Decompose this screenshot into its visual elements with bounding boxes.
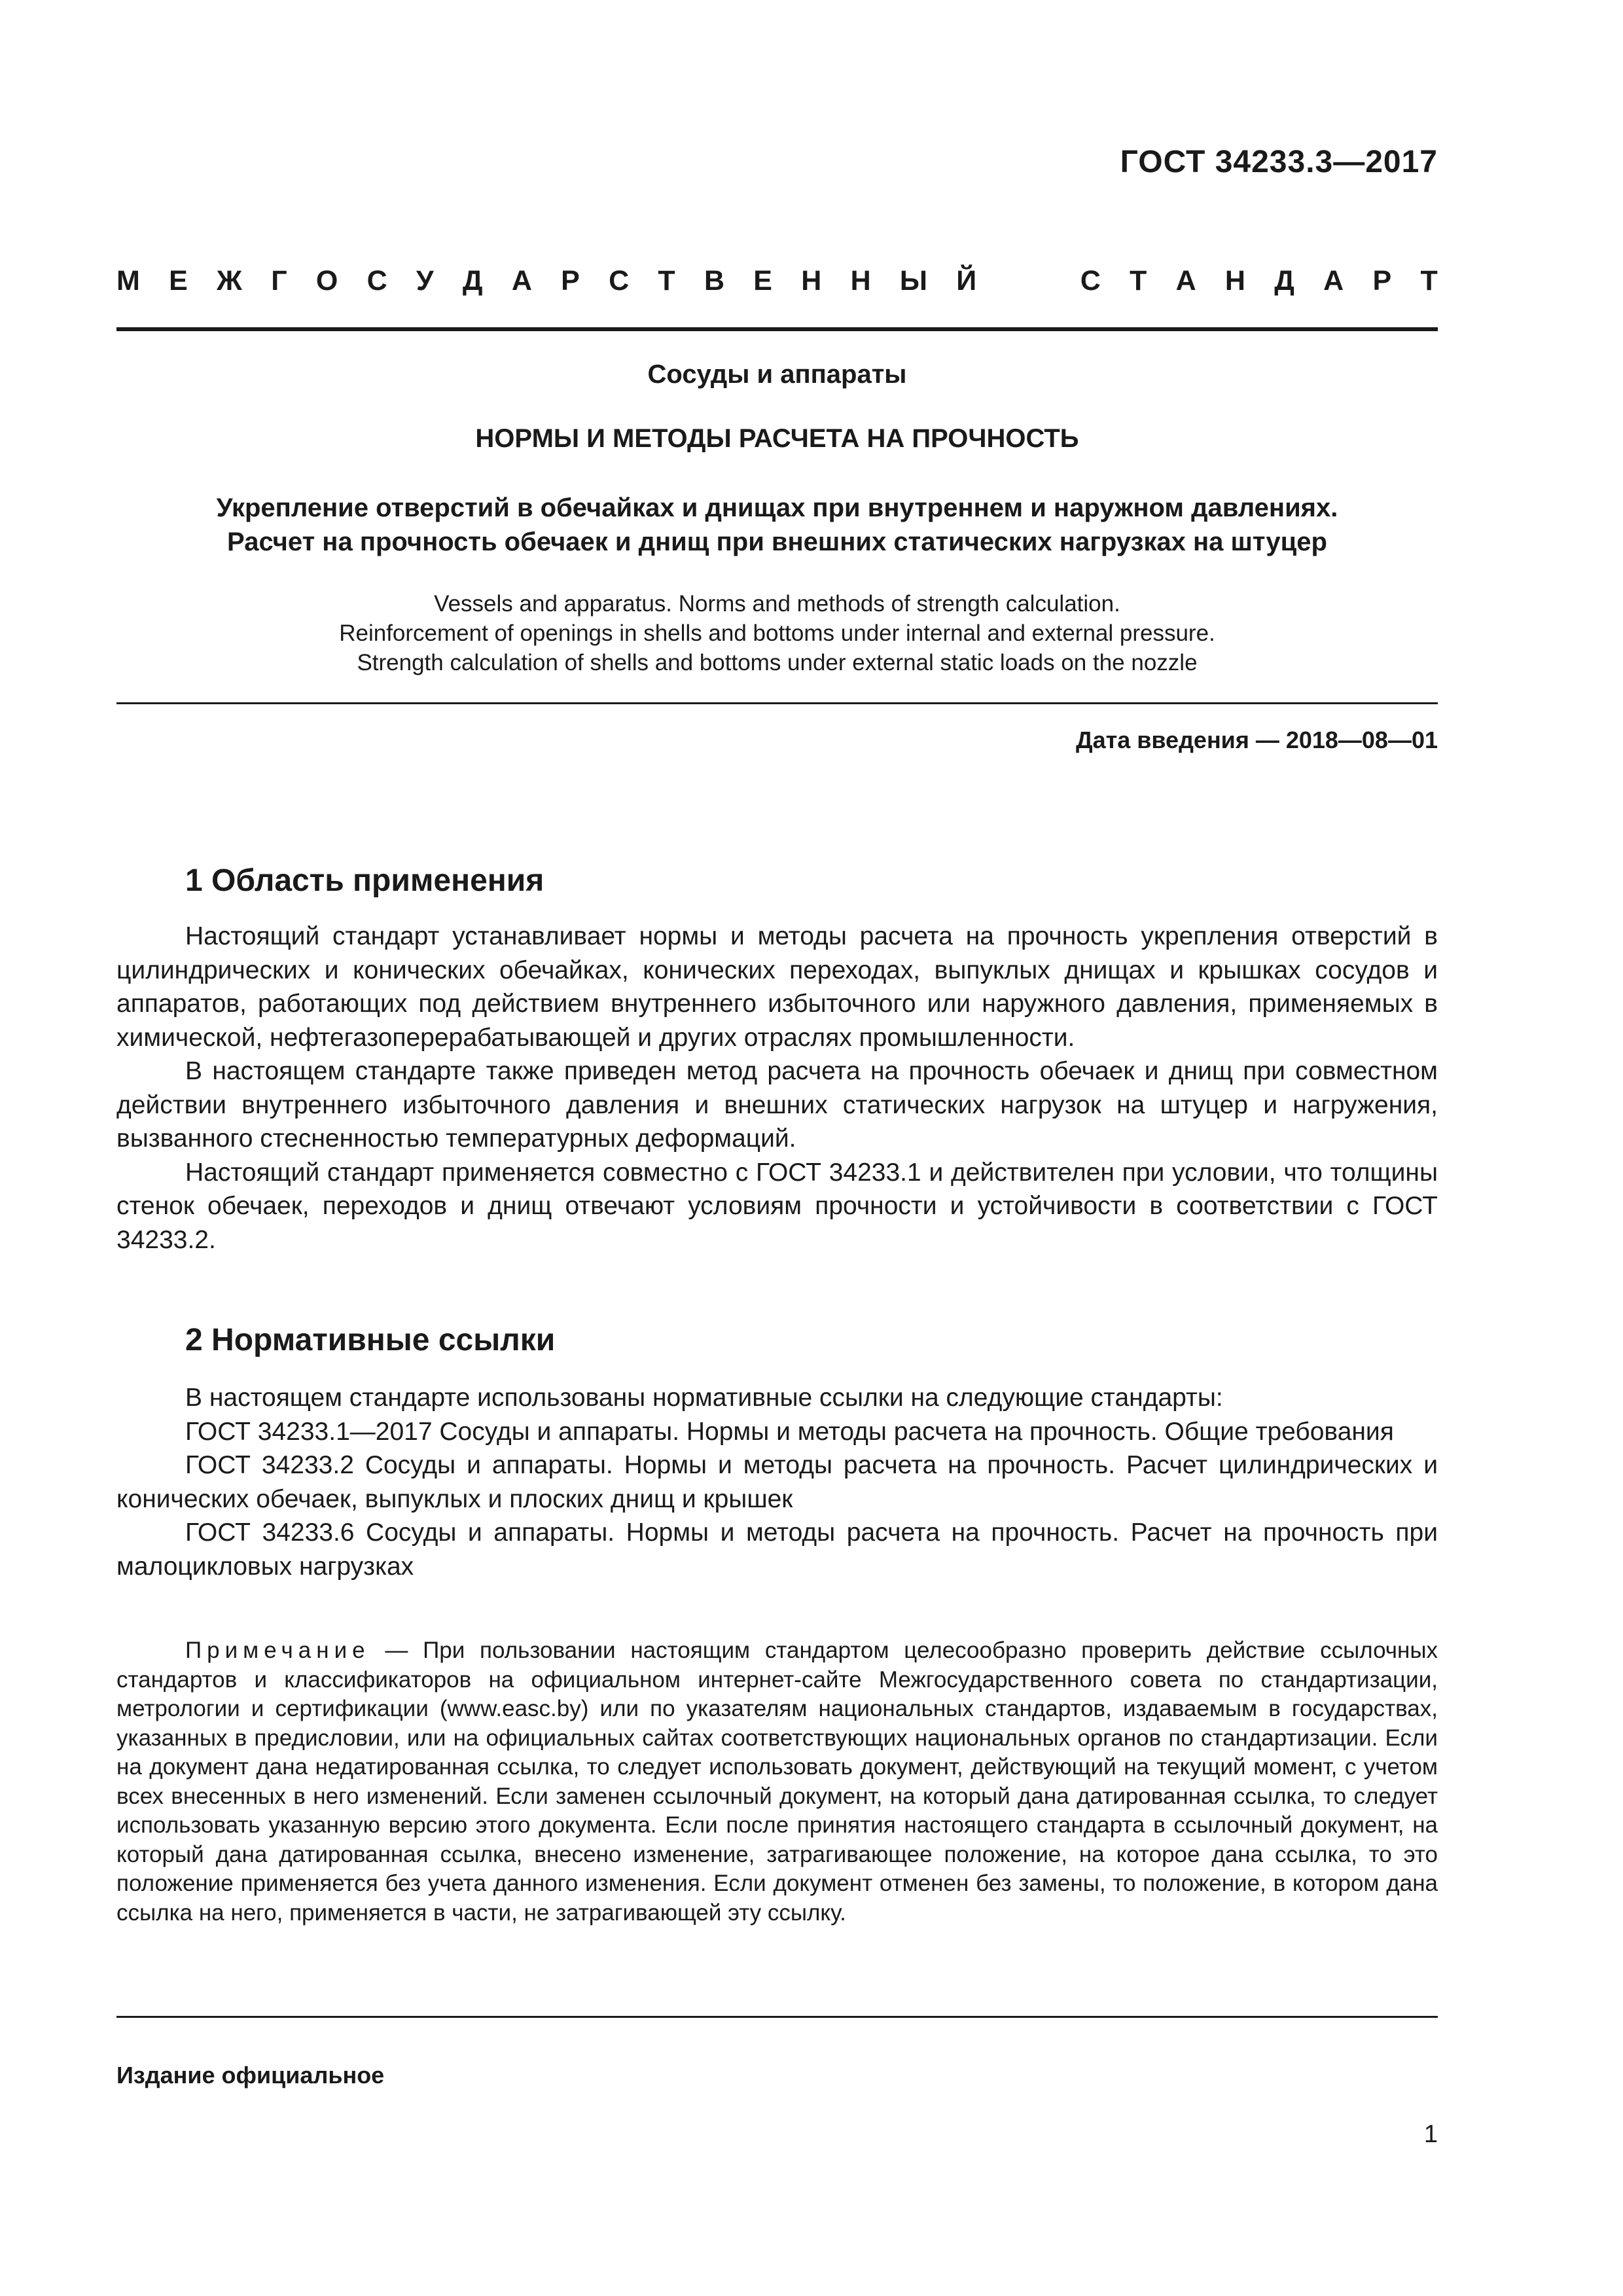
section-1-heading: 1 Область применения bbox=[185, 863, 544, 898]
banner-letter: Г bbox=[271, 265, 287, 296]
page-number: 1 bbox=[1423, 2121, 1438, 2148]
paragraph: Настоящий стандарт применяется совместно с ГОСТ 34233.1 и действителен при условии, что толщины стенок обечаек, переходов и днищ отвечают условиям прочности и устойчивости в соответствии с ГОСТ 34233.2. bbox=[116, 1158, 1438, 1254]
note-label: Примечание bbox=[185, 1638, 370, 1663]
banner-letter: А bbox=[1323, 265, 1344, 296]
banner-letter: Д bbox=[462, 265, 483, 296]
banner-letter: Е bbox=[753, 265, 772, 296]
banner-letter: Й bbox=[956, 265, 977, 296]
main-title: НОРМЫ И МЕТОДЫ РАСЧЕТА НА ПРОЧНОСТЬ bbox=[475, 424, 1079, 453]
banner-letter: Т bbox=[1130, 265, 1147, 296]
banner-letter: Д bbox=[1274, 265, 1294, 296]
banner-letter: Р bbox=[1372, 265, 1392, 296]
section-1-body bbox=[116, 920, 1438, 1257]
banner-letter: С bbox=[609, 265, 630, 296]
banner-divider bbox=[116, 327, 1438, 331]
paragraph: В настоящем стандарте использованы нормативные ссылки на следующие стандарты: bbox=[185, 1384, 1223, 1412]
title-divider bbox=[116, 702, 1438, 704]
banner-letter: Ж bbox=[217, 265, 242, 296]
introduction-date: Дата введения — 2018—08—01 bbox=[1075, 726, 1438, 753]
paragraph: В настоящем стандарте также приведен метод расчета на прочность обечаек и днищ при совместном действии внутреннего избыточного давления и внешних статических нагрузок на штуцер и нагружения, вызванного стесненностью температурных деформаций. bbox=[116, 1057, 1438, 1153]
banner-letter: Н bbox=[801, 265, 822, 296]
reference-note bbox=[116, 1636, 1438, 1928]
reference-item: ГОСТ 34233.1—2017 Сосуды и аппараты. Нормы и методы расчета на прочность. Общие требования bbox=[185, 1417, 1394, 1446]
subtitle-line-2: Расчет на прочность обечаек и днищ при внешних статических нагрузках на штуцер bbox=[227, 528, 1327, 556]
english-title-line-1: Vessels and apparatus. Norms and methods of strength calculation. bbox=[434, 591, 1120, 617]
interstate-standard-banner bbox=[116, 265, 1438, 304]
banner-letter: Н bbox=[1224, 265, 1245, 296]
banner-letter: У bbox=[416, 265, 434, 296]
banner-letter: Т bbox=[658, 265, 675, 296]
english-title-line-3: Strength calculation of shells and bottoms under external static loads on the nozzle bbox=[357, 650, 1198, 675]
document-code: ГОСТ 34233.3—2017 bbox=[1120, 145, 1438, 179]
section-2-heading: 2 Нормативные ссылки bbox=[185, 1323, 556, 1357]
banner-letter: С bbox=[366, 265, 387, 296]
subject-title: Сосуды и аппараты bbox=[647, 360, 907, 389]
section-2-body bbox=[116, 1381, 1438, 1583]
banner-letter: А bbox=[1175, 265, 1196, 296]
banner-letter: Т bbox=[1420, 265, 1438, 296]
banner-word-gap bbox=[1005, 265, 1051, 304]
reference-item: ГОСТ 34233.6 Сосуды и аппараты. Нормы и методы расчета на прочность. Расчет на прочность при малоцикловых нагрузках bbox=[116, 1518, 1438, 1581]
english-title-line-2: Reinforcement of openings in shells and bottoms under internal and external pressure. bbox=[339, 620, 1215, 646]
footer-divider bbox=[116, 2016, 1438, 2018]
reference-item: ГОСТ 34233.2 Сосуды и аппараты. Нормы и методы расчета на прочность. Расчет цилиндрических и конических обечаек, выпуклых и плоских днищ и крышек bbox=[116, 1451, 1438, 1513]
edition-label: Издание официальное bbox=[116, 2062, 385, 2089]
banner-letter: В bbox=[704, 265, 725, 296]
banner-letter: Ы bbox=[899, 265, 928, 296]
banner-letter: О bbox=[315, 265, 338, 296]
note-paragraph bbox=[116, 1636, 1438, 1928]
banner-letter: С bbox=[1080, 265, 1101, 296]
banner-letter: Е bbox=[169, 265, 188, 296]
banner-letter: А bbox=[511, 265, 532, 296]
banner-letter: М bbox=[116, 265, 140, 296]
banner-letter: Н bbox=[850, 265, 871, 296]
subtitle-line-1: Укрепление отверстий в обечайках и днищах при внутреннем и наружном давлениях. bbox=[216, 493, 1338, 522]
paragraph: Настоящий стандарт устанавливает нормы и методы расчета на прочность укрепления отверстий в цилиндрических и конических обечайках, конических переходах, выпуклых днищах и крышках сосудов и аппаратов, работающих под действием внутреннего избыточного или наружного давления, применяемых в химической, нефтегазоперерабатывающей и других отраслях промышленности. bbox=[116, 922, 1438, 1052]
banner-letter: Р bbox=[561, 265, 580, 296]
note-text: — При пользовании настоящим стандартом целесообразно проверить действие ссылочных стандартов и классификаторов на официальном интернет-сайте Межгосударственного совета по стандартизации, метрологии и сертификации (www.easc.by) или по указателям национальных стандартов, издаваемым в государствах, указанных в предисловии, или на официальных сайтах соответствующих национальных органов по стандартизации. Если на документ дана недатированная ссылка, то следует использовать документ, действующий на текущий момент, с учетом всех внесенных в него изменений. Если заменен ссылочный документ, на который дана датированная ссылка, то следует использовать указанную версию этого документа. Если после принятия настоящего стандарта в ссылочный документ, на который дана датированная ссылка, внесено изменение, затрагивающее положение, на которое дана ссылка, то это положение применяется без учета данного изменения. Если документ отменен без замены, то положение, в котором дана ссылка на него, применяется в части, не затрагивающей эту ссылку. bbox=[116, 1638, 1438, 1926]
